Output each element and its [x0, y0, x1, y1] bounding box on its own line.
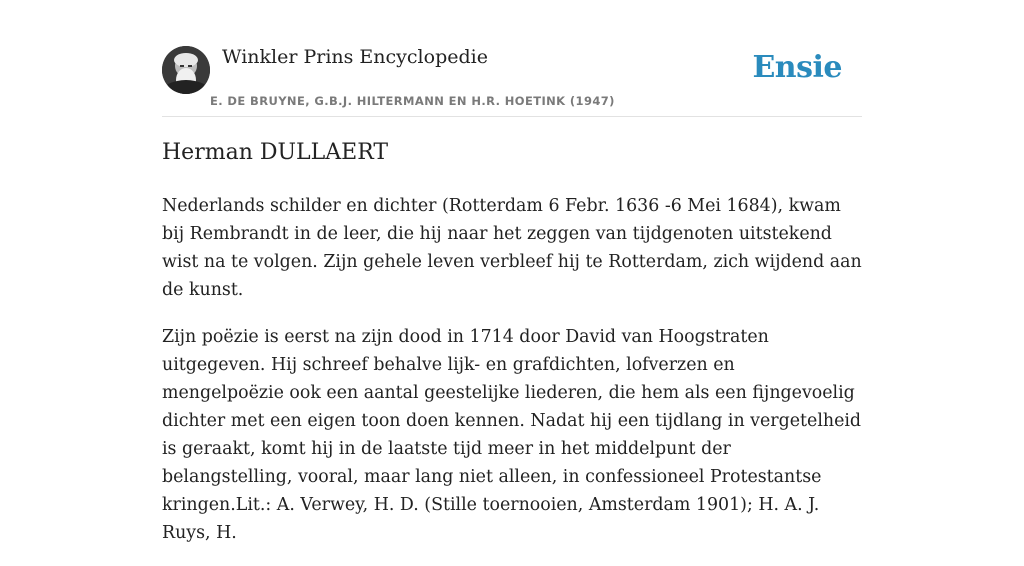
paragraph: Zijn poëzie is eerst na zijn dood in 1714 door David van Hoogstraten uitgegeven. Hij schreef behalve lijk- en grafdichten, lofverzen en mengelpoëzie ook een aantal geestelijke liederen, die hem als een fijngevoelig dichter met een eigen toon doen kennen. Nadat hij een tijdlang in vergetelheid is geraakt, komt hij in de laatste tijd meer in het middelpunt der belangstelling, vooral, maar lang niet alleen, in confessioneel Protestantse kringen.Lit.: A. Verwey, H. D. (Stille toernooien, Amsterdam 1901); H. A. J. Ruys, H. [162, 327, 862, 543]
site-title[interactable]: Winkler Prins Encyclopedie [222, 46, 488, 68]
article-title: Herman DULLAERT [162, 140, 389, 165]
page [162, 0, 862, 543]
brand-logo-link[interactable]: Ensie [752, 50, 842, 85]
authors-line: E. DE BRUYNE, G.B.J. HILTERMANN EN H.R. HOETINK (1947) [210, 94, 615, 108]
portrait-photo-icon [162, 46, 210, 94]
header [162, 0, 862, 117]
paragraph: Nederlands schilder en dichter (Rotterdam 6 Febr. 1636 -6 Mei 1684), kwam bij Rembrandt in de leer, die hij naar het zeggen van tijdgenoten uitstekend wist na te volgen. Zijn gehele leven verbleef hij te Rotterdam, zich wijdend aan de kunst. [162, 196, 862, 300]
article-body [162, 192, 862, 566]
